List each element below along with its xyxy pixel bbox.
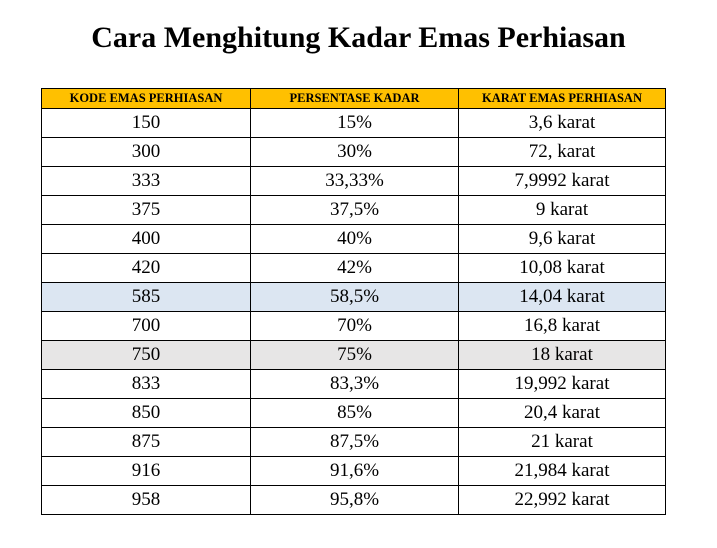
table-row (42, 428, 666, 457)
cell-persentase: 33,33% (251, 167, 459, 196)
cell-persentase: 83,3% (251, 370, 459, 399)
table-row (42, 370, 666, 399)
table-row (42, 283, 666, 312)
cell-kode: 700 (42, 312, 251, 341)
table-row (42, 457, 666, 486)
cell-kode: 958 (42, 486, 251, 515)
table-row (42, 312, 666, 341)
cell-kode: 850 (42, 399, 251, 428)
table-row (42, 486, 666, 515)
cell-karat: 18 karat (459, 341, 666, 370)
table-row (42, 254, 666, 283)
cell-kode: 750 (42, 341, 251, 370)
cell-karat: 72, karat (459, 138, 666, 167)
cell-karat: 10,08 karat (459, 254, 666, 283)
cell-karat: 20,4 karat (459, 399, 666, 428)
table-row (42, 196, 666, 225)
header-persentase-kadar: PERSENTASE KADAR (251, 89, 459, 109)
cell-karat: 22,992 karat (459, 486, 666, 515)
cell-karat: 21 karat (459, 428, 666, 457)
cell-persentase: 70% (251, 312, 459, 341)
cell-persentase: 42% (251, 254, 459, 283)
table-row (42, 109, 666, 138)
cell-kode: 875 (42, 428, 251, 457)
table-header (42, 89, 666, 109)
cell-karat: 21,984 karat (459, 457, 666, 486)
cell-kode: 375 (42, 196, 251, 225)
cell-kode: 916 (42, 457, 251, 486)
page-title: Cara Menghitung Kadar Emas Perhiasan (91, 21, 626, 54)
cell-karat: 7,9992 karat (459, 167, 666, 196)
table-row (42, 399, 666, 428)
cell-karat: 14,04 karat (459, 283, 666, 312)
cell-persentase: 30% (251, 138, 459, 167)
cell-karat: 19,992 karat (459, 370, 666, 399)
cell-persentase: 75% (251, 341, 459, 370)
table-row (42, 138, 666, 167)
cell-kode: 300 (42, 138, 251, 167)
cell-persentase: 91,6% (251, 457, 459, 486)
cell-persentase: 40% (251, 225, 459, 254)
header-kode-emas: KODE EMAS PERHIASAN (42, 89, 251, 109)
cell-karat: 3,6 karat (459, 109, 666, 138)
table-row (42, 167, 666, 196)
table-row (42, 341, 666, 370)
table-row (42, 225, 666, 254)
header-row (42, 89, 666, 109)
cell-persentase: 87,5% (251, 428, 459, 457)
cell-persentase: 95,8% (251, 486, 459, 515)
cell-kode: 585 (42, 283, 251, 312)
table-body (42, 109, 666, 515)
gold-content-table (41, 88, 666, 515)
cell-kode: 420 (42, 254, 251, 283)
cell-karat: 9,6 karat (459, 225, 666, 254)
cell-karat: 9 karat (459, 196, 666, 225)
cell-persentase: 15% (251, 109, 459, 138)
cell-kode: 833 (42, 370, 251, 399)
cell-kode: 333 (42, 167, 251, 196)
cell-kode: 400 (42, 225, 251, 254)
header-karat-emas: KARAT EMAS PERHIASAN (459, 89, 666, 109)
cell-persentase: 85% (251, 399, 459, 428)
cell-persentase: 58,5% (251, 283, 459, 312)
cell-persentase: 37,5% (251, 196, 459, 225)
cell-kode: 150 (42, 109, 251, 138)
cell-karat: 16,8 karat (459, 312, 666, 341)
